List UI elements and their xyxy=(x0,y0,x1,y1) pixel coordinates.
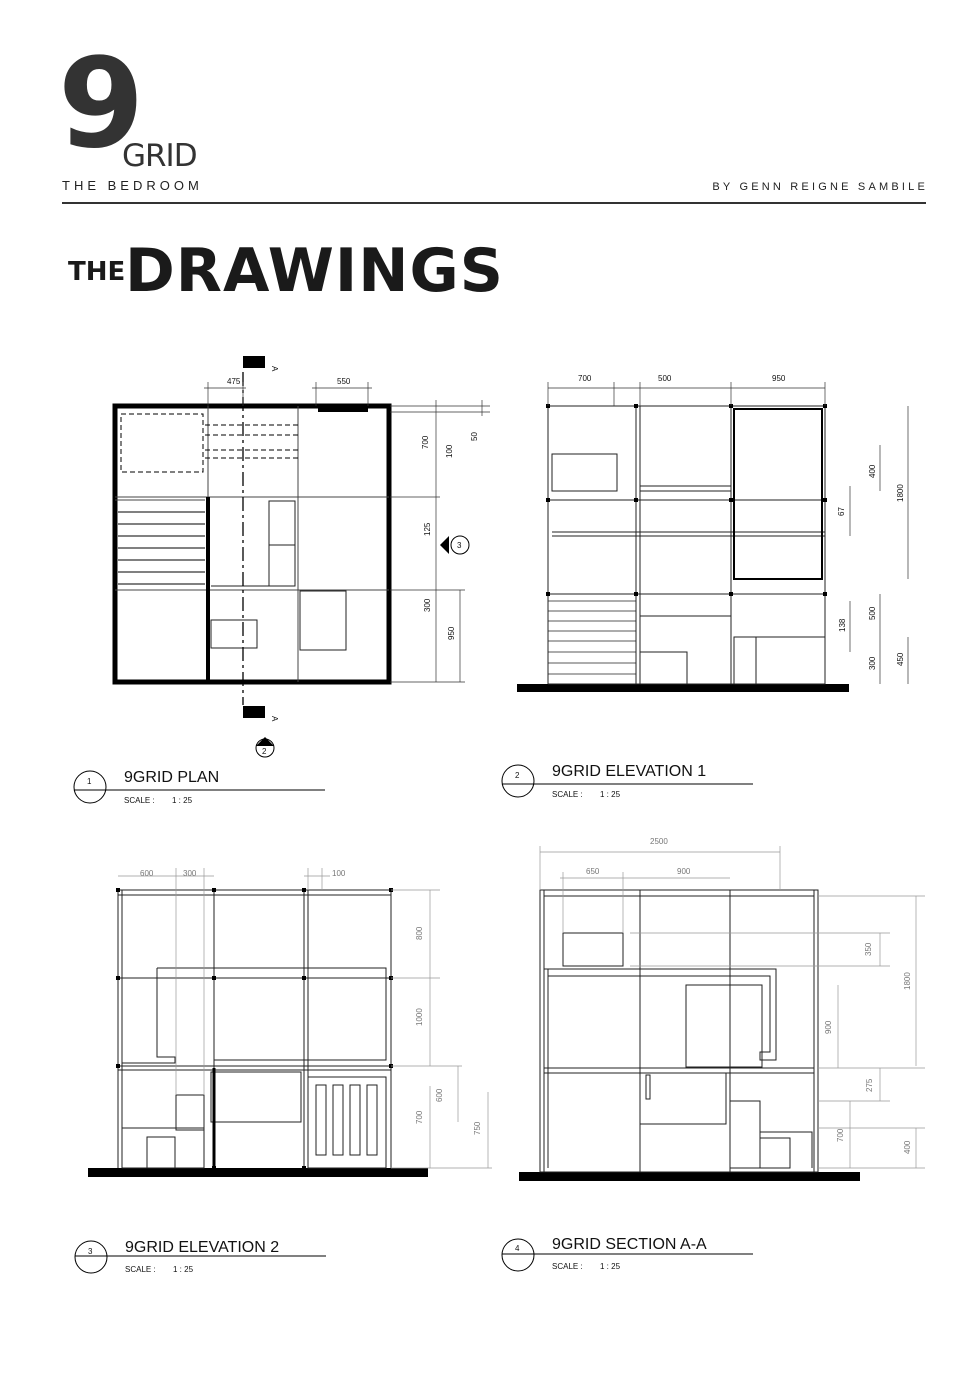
caption-plan xyxy=(74,769,325,805)
plan-grid xyxy=(115,406,389,682)
elev2-dim-700: 700 xyxy=(415,1110,424,1124)
plan-dim-125: 125 xyxy=(423,522,432,536)
caption-1-scale-value: 1 : 25 xyxy=(172,796,193,805)
plan-dim-300: 300 xyxy=(423,598,432,612)
elev2-dim-300: 300 xyxy=(183,869,197,878)
plan-dim-50: 50 xyxy=(470,432,479,441)
section-drawing xyxy=(519,837,925,1181)
caption-section xyxy=(502,1236,753,1271)
author-credit: BY GENN REIGNE SAMBILE xyxy=(712,181,928,193)
section-dim-900b: 900 xyxy=(824,1020,833,1034)
project-subtitle: THE BEDROOM xyxy=(62,178,203,193)
caption-3-number: 3 xyxy=(88,1247,93,1256)
page-title: DRAWINGS xyxy=(125,236,504,306)
caption-2-number: 2 xyxy=(515,771,520,780)
elev2-dim-750: 750 xyxy=(473,1121,482,1135)
section-dim-1800: 1800 xyxy=(903,972,912,990)
elev2-dim-800: 800 xyxy=(415,926,424,940)
caption-2-scale-value: 1 : 25 xyxy=(600,790,621,799)
section-dim-275: 275 xyxy=(865,1078,874,1092)
elev1-dim-300: 300 xyxy=(868,656,877,670)
elev1-dim-1800: 1800 xyxy=(896,484,905,502)
plan-outer-wall xyxy=(115,406,389,682)
plan-furniture xyxy=(211,501,346,650)
caption-elevation-2 xyxy=(75,1239,326,1274)
elev1-dim-950: 950 xyxy=(772,374,786,383)
elev2-dim-600: 600 xyxy=(140,869,154,878)
plan-dim-475: 475 xyxy=(227,377,241,386)
caption-3-title: 9GRID ELEVATION 2 xyxy=(125,1239,280,1256)
elevation-2-drawing xyxy=(88,868,492,1177)
logo-number: 9 xyxy=(58,32,139,176)
elev2-ground xyxy=(88,1168,428,1177)
section-marker-top: A xyxy=(270,366,279,372)
elev1-dim-67: 67 xyxy=(837,507,846,516)
section-dim-2500: 2500 xyxy=(650,837,668,846)
section-ground xyxy=(519,1172,860,1181)
plan-drawing xyxy=(115,356,490,757)
caption-4-number: 4 xyxy=(515,1244,520,1253)
elev1-dim-138: 138 xyxy=(838,618,847,632)
caption-4-scale-value: 1 : 25 xyxy=(600,1262,621,1271)
plan-bed-outline xyxy=(121,414,203,472)
elev1-dim-500: 500 xyxy=(658,374,672,383)
plan-dim-100: 100 xyxy=(445,444,454,458)
plan-dashed-shelf xyxy=(205,425,298,458)
caption-1-title: 9GRID PLAN xyxy=(124,769,220,786)
elev2-dim-100: 100 xyxy=(332,869,346,878)
caption-2-scale-label: SCALE : xyxy=(552,790,583,799)
caption-3-scale-label: SCALE : xyxy=(125,1265,156,1274)
caption-2-title: 9GRID ELEVATION 1 xyxy=(552,763,707,780)
section-dimension-lines xyxy=(540,846,925,1168)
elev1-dim-400: 400 xyxy=(868,464,877,478)
caption-1-scale-label: SCALE : xyxy=(124,796,155,805)
logo-word: GRID xyxy=(122,138,197,174)
section-dim-700: 700 xyxy=(836,1128,845,1142)
plan-dim-550: 550 xyxy=(337,377,351,386)
plan-stairs xyxy=(118,512,205,584)
plan-dim-950: 950 xyxy=(447,626,456,640)
elev1-window xyxy=(734,409,822,579)
section-dim-900: 900 xyxy=(677,867,691,876)
page-title-prefix: THE xyxy=(68,257,126,287)
section-dim-350: 350 xyxy=(864,942,873,956)
elev2-dim-1000: 1000 xyxy=(415,1008,424,1026)
caption-elevation-1 xyxy=(502,763,753,799)
elev1-dimension-lines xyxy=(548,382,908,684)
elev1-ground xyxy=(517,684,849,692)
elev2-dim-600b: 600 xyxy=(435,1088,444,1102)
elev2-dimension-lines xyxy=(118,868,492,1168)
caption-1-number: 1 xyxy=(87,777,92,786)
view-marker-3: 3 xyxy=(457,541,462,550)
view-marker-2: 2 xyxy=(262,747,267,756)
elev1-stairs xyxy=(548,601,636,674)
section-dim-400: 400 xyxy=(903,1140,912,1154)
caption-4-scale-label: SCALE : xyxy=(552,1262,583,1271)
plan-dim-700: 700 xyxy=(421,435,430,449)
section-dim-650: 650 xyxy=(586,867,600,876)
elev1-dim-450: 450 xyxy=(896,652,905,666)
caption-4-title: 9GRID SECTION A-A xyxy=(552,1236,707,1253)
elev1-dim-500b: 500 xyxy=(868,606,877,620)
elevation-1-drawing xyxy=(517,374,908,692)
caption-3-scale-value: 1 : 25 xyxy=(173,1265,194,1274)
section-marker-bottom: A xyxy=(270,716,279,722)
elev1-dim-700: 700 xyxy=(578,374,592,383)
